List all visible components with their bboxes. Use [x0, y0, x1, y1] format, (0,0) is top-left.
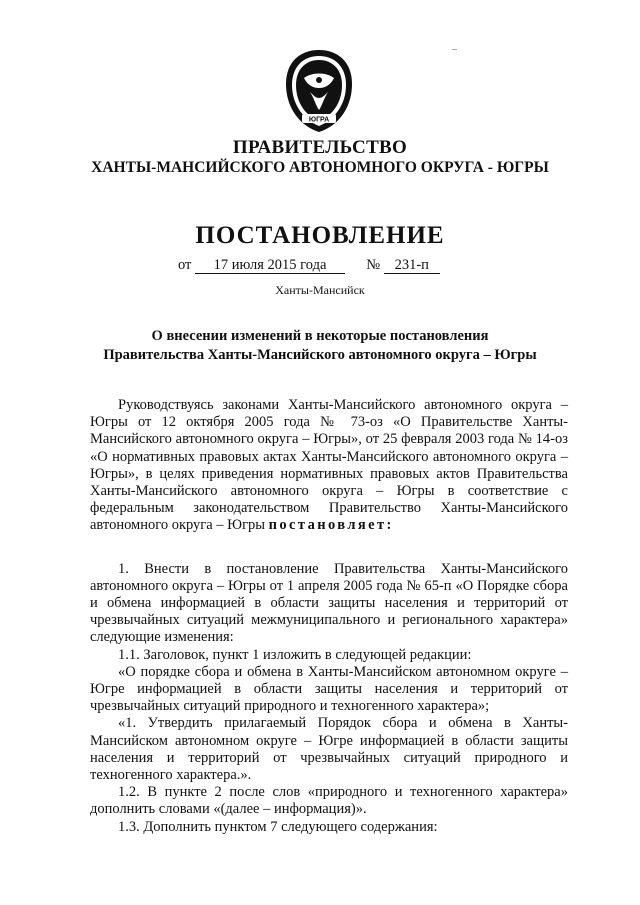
- preamble-text: Руководствуясь законами Ханты-Мансийского автономного округа – Югры от 12 октября 2005 года № 73-оз «О Правительстве Ханты-Мансийского автономного округа – Югры», от 25 февраля 2003 года № 14-оз «О нормативных правовых актах Ханты-Мансийского автономного округа – Югры», в целях приведения нормативных правовых актов Правительства Ханты-Мансийского автономного округа – Югры в соответствие с федеральным законодательством Правительство Ханты-Мансийского автономного округа – Югры: [90, 397, 568, 534]
- document-subject: [0, 327, 640, 365]
- number-prefix: №: [366, 257, 381, 273]
- coat-of-arms-icon: [282, 48, 356, 134]
- subject-line-2: Правительства Ханты-Мансийского автономного округа – Югры: [103, 347, 537, 363]
- org-title: ПРАВИТЕЛЬСТВО: [232, 137, 408, 158]
- org-subtitle: ХАНТЫ-МАНСИЙСКОГО АВТОНОМНОГО ОКРУГА - ЮГРЫ: [91, 159, 549, 176]
- paragraph-1-1: 1.1. Заголовок, пункт 1 изложить в следующей редакции:: [118, 646, 472, 663]
- document-city: Ханты-Мансийск: [275, 283, 365, 297]
- paragraph-1-2: 1.2. В пункте 2 после слов «природного и техногенного характера» дополнить словами «(далее – информация)».: [90, 784, 568, 818]
- paragraph-1-3: 1.3. Дополнить пунктом 7 следующего содержания:: [118, 818, 438, 835]
- svg-text:ЮГРА: ЮГРА: [308, 116, 330, 124]
- document-number: 231-п: [384, 258, 440, 274]
- document-date: 17 июля 2015 года: [195, 258, 345, 274]
- paragraph-1-1-quote-title: «О порядке сбора и обмена в Ханты-Мансийском автономном округе – Югре информацией в области защиты населения и территорий от чрезвычайных ситуаций природного и техногенного характера»;: [90, 663, 568, 715]
- document-body: [90, 397, 568, 836]
- document-type: ПОСТАНОВЛЕНИЕ: [195, 222, 445, 249]
- decree-word: постановляет:: [268, 517, 394, 534]
- paragraph-1-1-quote-item: «1. Утвердить прилагаемый Порядок сбора и обмена в Ханты-Мансийском автономном округе – Югре информацией в области защиты населения и территорий от чрезвычайных ситуаций природного и техногенного характера.».: [90, 715, 568, 784]
- subject-line-1: О внесении изменений в некоторые постановления: [151, 328, 489, 344]
- date-prefix: от: [178, 257, 192, 273]
- paragraph-1: 1. Внести в постановление Правительства Ханты-Мансийского автономного округа – Югры от 1 апреля 2005 года № 65-п «О Порядке сбора и обмена информацией в области защиты населения и территорий от чрезвычайных ситуаций межмуниципального и регионального характера» следующие изменения:: [90, 560, 568, 646]
- preamble-paragraph: [90, 397, 568, 535]
- scan-mark: –: [452, 44, 457, 55]
- date-number-line: [178, 257, 440, 274]
